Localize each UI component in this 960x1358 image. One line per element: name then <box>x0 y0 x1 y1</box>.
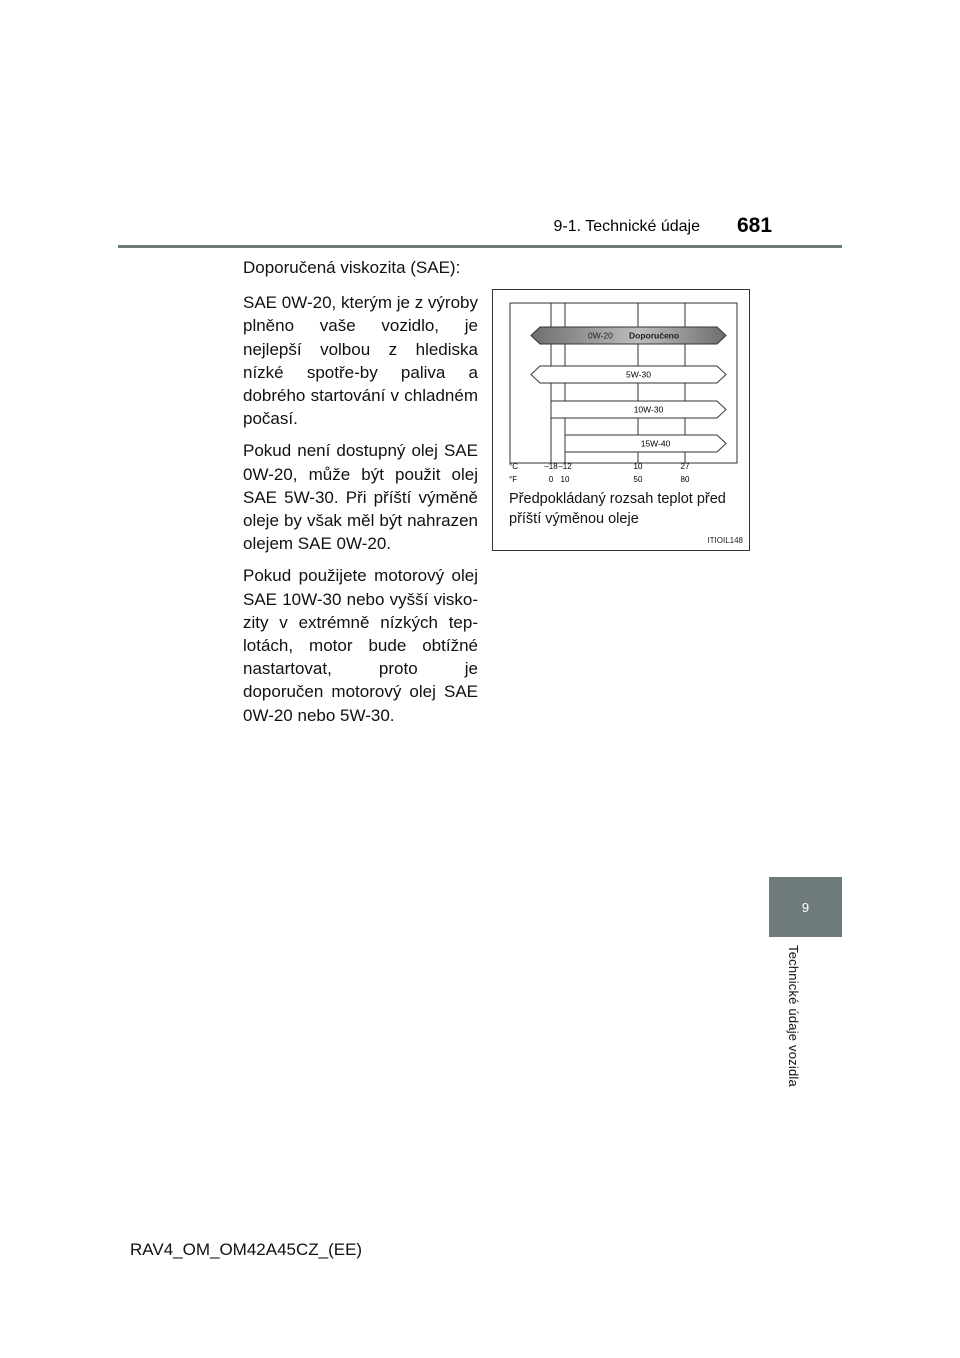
unit-celsius: °C <box>509 462 518 471</box>
paragraph-recommended: SAE 0W-20, kterým je z výroby plněno vaše vozidlo, je nejlepší volbou z hlediska nízké spotře-by paliva a dobrého startování v chladném počasí. <box>243 293 478 429</box>
celsius-tick-label: 10 <box>633 462 643 471</box>
celsius-tick-label: –18 <box>544 462 558 471</box>
oil-grade-label: 10W-30 <box>633 404 664 415</box>
oil-grade-label: 0W-20 <box>588 330 613 341</box>
body-text <box>243 256 478 736</box>
paragraph-alternative: Pokud není dostupný olej SAE 0W-20, může být použit olej SAE 5W-30. Při příští výměně oleje by však měl být nahrazen olejem SAE 0W-20. <box>243 441 478 554</box>
fahrenheit-tick-label: 0 <box>548 475 554 484</box>
paragraph-warning: Pokud použijete motorový olej SAE 10W-30 nebo vyšší visko-zity v extrémně nízkých tep-lotách, motor bude obtížné nastartovat, proto je doporučen motorový olej SAE 0W-20 nebo 5W-30. <box>243 566 478 725</box>
paragraph-intro: Doporučená viskozita (SAE): <box>243 258 461 277</box>
header-divider <box>118 245 842 248</box>
figure-caption: Předpokládaný rozsah teplot před příští výměnou oleje <box>509 491 726 527</box>
chapter-tab[interactable] <box>769 877 842 937</box>
fahrenheit-tick-label: 80 <box>680 475 690 484</box>
section-title: 9-1. Technické údaje <box>553 218 700 235</box>
fahrenheit-tick-label: 10 <box>560 475 570 484</box>
fahrenheit-tick-label: 50 <box>633 475 643 484</box>
celsius-tick-label: 27 <box>680 462 690 471</box>
oil-grade-label: 5W-30 <box>626 369 651 380</box>
celsius-tick-label: –12 <box>558 462 572 471</box>
viscosity-figure <box>492 289 750 551</box>
page-number: 681 <box>737 214 773 237</box>
oil-grade-label: 15W-40 <box>640 438 671 449</box>
chapter-title: Technické údaje vozidla <box>786 945 801 1087</box>
unit-fahrenheit: °F <box>509 475 518 484</box>
recommended-label: Doporučeno <box>629 330 680 341</box>
document-code: RAV4_OM_OM42A45CZ_(EE) <box>130 1240 363 1259</box>
chapter-number: 9 <box>801 899 810 915</box>
figure-id: ITIOIL148 <box>707 536 743 545</box>
